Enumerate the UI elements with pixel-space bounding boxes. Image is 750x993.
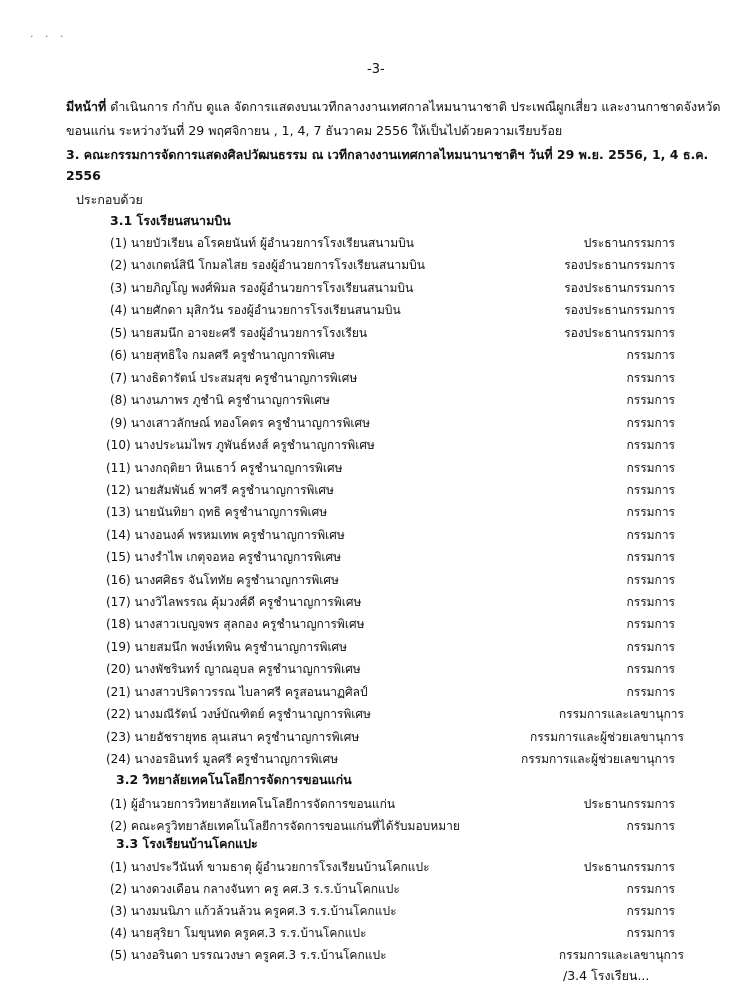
list-item-name: (8) นางนภาพร ภูชำนิ ครูชำนาญการพิเศษ bbox=[110, 393, 330, 407]
list-item-role: กรรมการและเลขานุการ bbox=[558, 707, 684, 721]
continuation-note: /3.4 โรงเรียน... bbox=[563, 968, 650, 983]
list-item-name: (12) นายสัมพันธ์ พาศรี ครูชำนาญการพิเศษ bbox=[106, 483, 334, 497]
list-item-name: (4) นายศักดา มุสิกวัน รองผู้อำนวยการโรงเรียนสนามบิน bbox=[110, 303, 401, 317]
list-item-role: กรรมการและเลขานุการ bbox=[558, 948, 684, 962]
list-item-role: กรรมการ bbox=[626, 483, 675, 497]
list-item-role: กรรมการ bbox=[626, 662, 675, 676]
duty-text-1: ดำเนินการ กำกับ ดูแล จัดการแสดงบนเวทีกลางงานเทศกาลไหมนานาชาติ ประเพณีผูกเสี่ยว และงานกาชาดจังหวัด bbox=[110, 99, 721, 114]
list-item-name: (21) นางสาวปริดาวรรณ ไบลาศรี ครูสอนนาฏศิลป์ bbox=[106, 685, 368, 699]
list-item-name: (2) นางดวงเดือน กลางจันทา ครู คศ.3 ร.ร.บ้านโคกแปะ bbox=[110, 882, 400, 896]
list-item-name: (2) นางเกตน์สินี โกมลไสย รองผู้อำนวยการโรงเรียนสนามบิน bbox=[110, 258, 425, 272]
list-item-role: กรรมการและผู้ช่วยเลขานุการ bbox=[520, 752, 675, 766]
list-item-role: กรรมการ bbox=[626, 573, 675, 587]
consist-of-label: ประกอบด้วย bbox=[76, 192, 143, 207]
list-item-role: กรรมการ bbox=[626, 371, 675, 385]
section-3-heading: 3. คณะกรรมการจัดการแสดงศิลปวัฒนธรรม ณ เวทีกลางงานเทศกาลไหมนานาชาติฯ วันที่ 29 พ.ย. 2556, 1, 4 ธ.ค. bbox=[66, 147, 709, 162]
duty-label: มีหน้าที่ bbox=[66, 99, 107, 114]
list-item-name: (16) นางศศิธร จันโททัย ครูชำนาญการพิเศษ bbox=[106, 573, 339, 587]
list-item-role: กรรมการ bbox=[626, 528, 675, 542]
list-item-name: (5) นายสมนึก อาจยะศรี รองผู้อำนวยการโรงเรียน bbox=[110, 326, 368, 340]
list-item-name: (24) นางอรอินทร์ มูลศรี ครูชำนาญการพิเศษ bbox=[106, 752, 339, 766]
section-3-1-title: 3.1 โรงเรียนสนามบิน bbox=[110, 213, 231, 228]
list-item-role: กรรมการ bbox=[626, 348, 675, 362]
list-item-role: กรรมการ bbox=[626, 819, 675, 833]
list-item-role: กรรมการ bbox=[626, 438, 675, 452]
page-number: -3- bbox=[367, 62, 385, 77]
list-item-name: (4) นายสุริยา โมขุนทด ครูคศ.3 ร.ร.บ้านโคกแปะ bbox=[110, 926, 367, 940]
section-3-heading-year: 2556 bbox=[66, 168, 101, 183]
list-item-name: (13) นายนันทิยา ฤทธิ ครูชำนาญการพิเศษ bbox=[106, 505, 328, 519]
list-item-name: (3) นายภิญโญ พงศ์พิมล รองผู้อำนวยการโรงเรียนสนามบิน bbox=[110, 281, 414, 295]
list-item-role: กรรมการ bbox=[626, 393, 675, 407]
list-item-name: (3) นางมนนิภา แก้วล้วนล้วน ครูคศ.3 ร.ร.บ้านโคกแปะ bbox=[110, 904, 397, 918]
section-3-3-title: 3.3 โรงเรียนบ้านโคกแปะ bbox=[116, 836, 258, 851]
duty-line-1 bbox=[66, 97, 720, 117]
list-item-name: (6) นายสุทธิใจ กมลศรี ครูชำนาญการพิเศษ bbox=[110, 348, 335, 362]
duty-line-2: ขอนแก่น ระหว่างวันที่ 29 พฤศจิกายน , 1, 4, 7 ธันวาคม 2556 ให้เป็นไปด้วยความเรียบร้อย bbox=[66, 123, 563, 138]
list-item-role: รองประธานกรรมการ bbox=[564, 303, 675, 317]
list-item-role: กรรมการ bbox=[626, 461, 675, 475]
list-item-name: (23) นายอัชรายุทธ ลุนเสนา ครูชำนาญการพิเศษ bbox=[106, 730, 360, 744]
list-item-role: รองประธานกรรมการ bbox=[564, 258, 675, 272]
list-item-name: (5) นางอรินดา บรรณวงษา ครูคศ.3 ร.ร.บ้านโคกแปะ bbox=[110, 948, 387, 962]
section-3-2-title: 3.2 วิทยาลัยเทคโนโลยีการจัดการขอนแก่น bbox=[116, 772, 352, 787]
list-item-role: กรรมการ bbox=[626, 904, 675, 918]
list-item-name: (1) นายบัวเรียน อโรคยนันท์ ผู้อำนวยการโรงเรียนสนามบิน bbox=[110, 236, 414, 250]
list-item-role: กรรมการ bbox=[626, 926, 675, 940]
list-item-name: (10) นางประนมไพร ภูพันธ์หงส์ ครูชำนาญการพิเศษ bbox=[106, 438, 375, 452]
scan-specks: · · · bbox=[30, 30, 68, 43]
list-item-role: กรรมการ bbox=[626, 505, 675, 519]
list-item-name: (20) นางพัชรินทร์ ญาณอุบล ครูชำนาญการพิเศษ bbox=[106, 662, 361, 676]
list-item-role: กรรมการและผู้ช่วยเลขานุการ bbox=[529, 730, 684, 744]
list-item-role: รองประธานกรรมการ bbox=[564, 281, 675, 295]
list-item-name: (17) นางวิไลพรรณ คุ้มวงศ์ดี ครูชำนาญการพิเศษ bbox=[106, 595, 362, 609]
list-item-name: (9) นางเสาวลักษณ์ ทองโคตร ครูชำนาญการพิเศษ bbox=[110, 416, 371, 430]
list-item-name: (1) นางประวีนันท์ ขามธาตุ ผู้อำนวยการโรงเรียนบ้านโคกแปะ bbox=[110, 860, 430, 874]
list-item-name: (15) นางรำไพ เกตุจอหอ ครูชำนาญการพิเศษ bbox=[106, 550, 342, 564]
list-item-name: (1) ผู้อำนวยการวิทยาลัยเทคโนโลยีการจัดการขอนแก่น bbox=[110, 797, 396, 811]
list-item-name: (19) นายสมนึก พงษ์เทพิน ครูชำนาญการพิเศษ bbox=[106, 640, 348, 654]
list-item-role: กรรมการ bbox=[626, 416, 675, 430]
list-item-role: กรรมการ bbox=[626, 640, 675, 654]
list-item-role: ประธานกรรมการ bbox=[583, 797, 675, 811]
list-item-name: (18) นางสาวเบญจพร สุลกอง ครูชำนาญการพิเศษ bbox=[106, 617, 365, 631]
list-item-role: ประธานกรรมการ bbox=[583, 236, 675, 250]
list-item-role: ประธานกรรมการ bbox=[583, 860, 675, 874]
list-item-name: (7) นางธิดารัตน์ ประสมสุข ครูชำนาญการพิเศษ bbox=[110, 371, 358, 385]
list-item-name: (22) นางมณีรัตน์ วงษ์บัณฑิตย์ ครูชำนาญการพิเศษ bbox=[106, 707, 371, 721]
list-item-name: (2) คณะครูวิทยาลัยเทคโนโลยีการจัดการขอนแก่นที่ได้รับมอบหมาย bbox=[110, 819, 460, 833]
list-item-role: กรรมการ bbox=[626, 685, 675, 699]
list-item-role: กรรมการ bbox=[626, 595, 675, 609]
list-item-name: (11) นางกฤติยา หินเธาว์ ครูชำนาญการพิเศษ bbox=[106, 461, 343, 475]
list-item-role: รองประธานกรรมการ bbox=[564, 326, 675, 340]
list-item-role: กรรมการ bbox=[626, 550, 675, 564]
list-item-role: กรรมการ bbox=[626, 617, 675, 631]
list-item-name: (14) นางอนงค์ พรหมเทพ ครูชำนาญการพิเศษ bbox=[106, 528, 345, 542]
list-item-role: กรรมการ bbox=[626, 882, 675, 896]
